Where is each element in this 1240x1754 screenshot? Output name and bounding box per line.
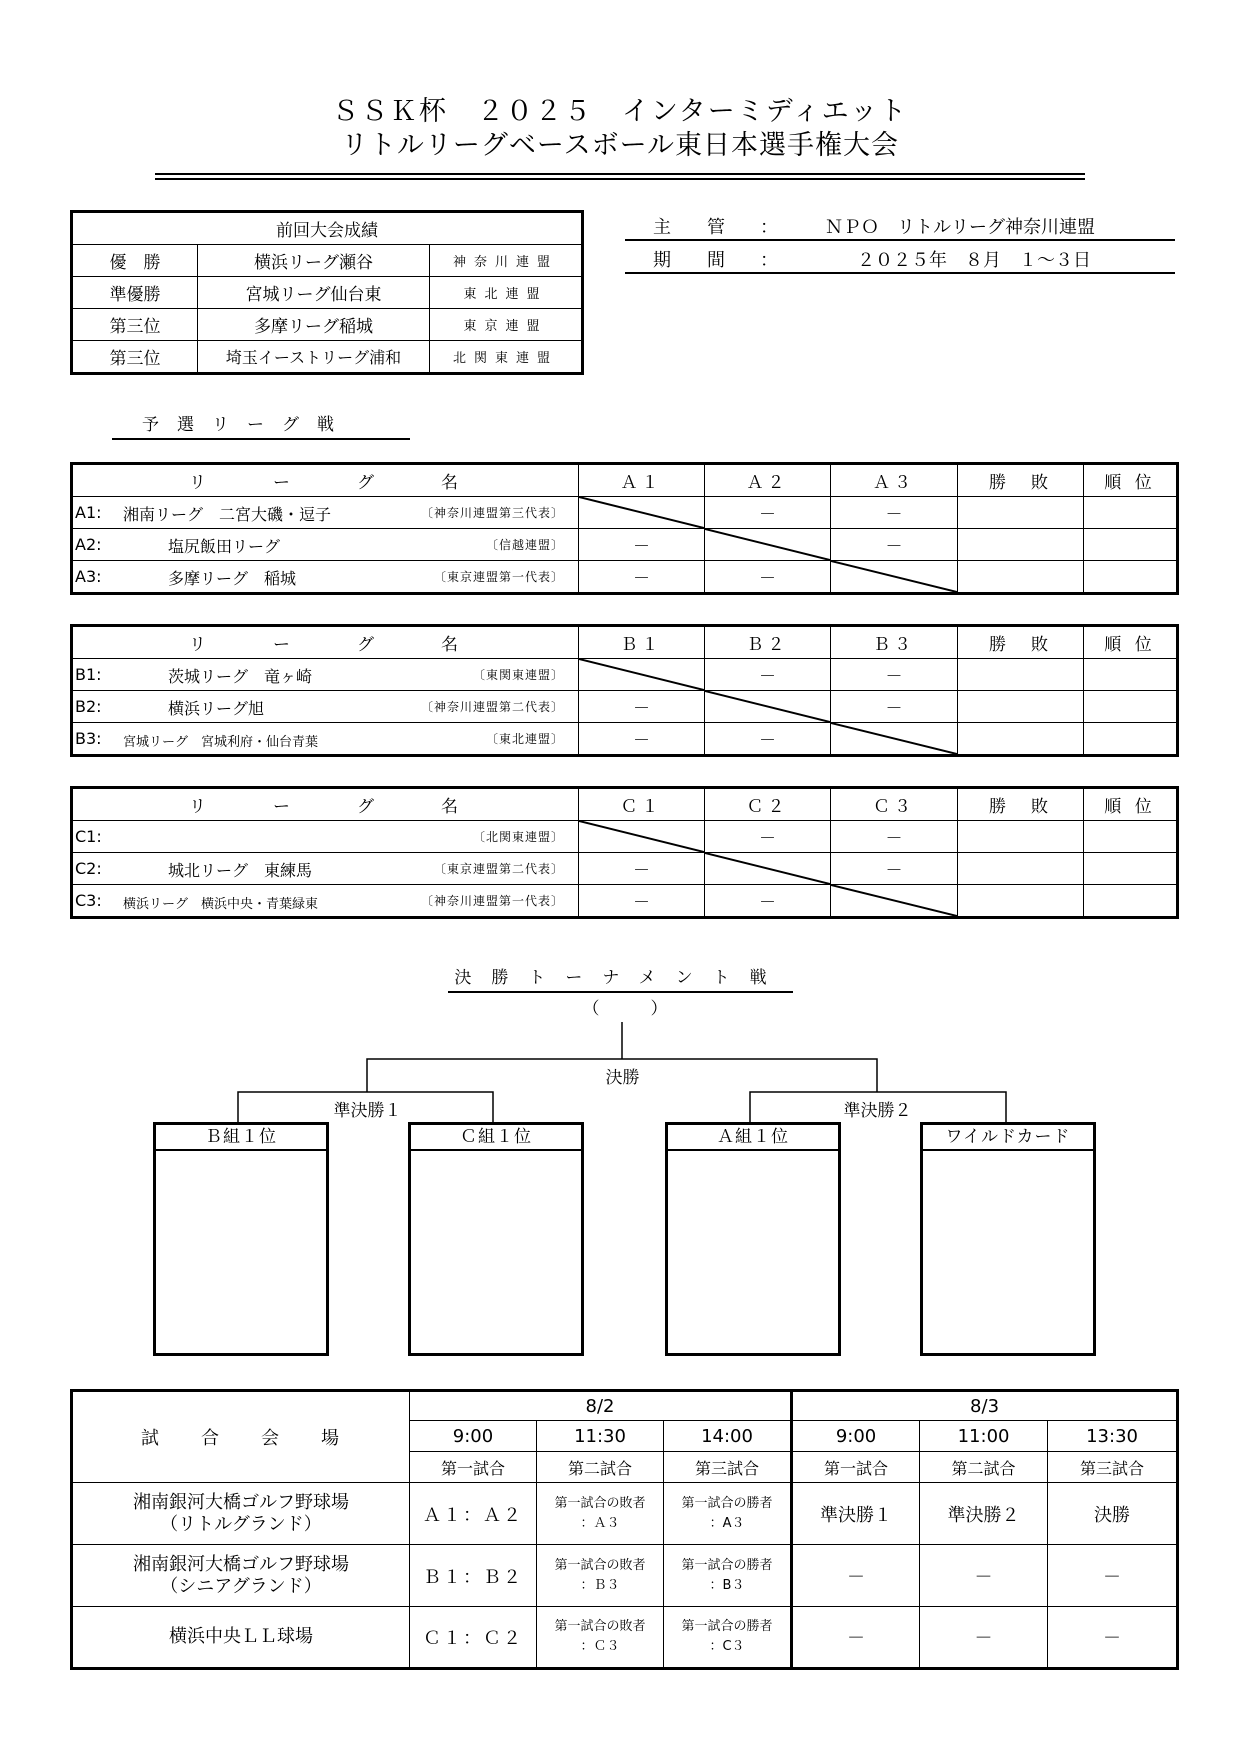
match-line: ：B３ [709,1577,745,1593]
team-federation: 〔神奈川連盟第三代表〕 [420,506,564,520]
host-label: 主 管 [653,217,725,238]
team-code: B2: [75,697,102,716]
match-cell: － [1048,1545,1178,1607]
game-cell: 第一試合 [410,1452,537,1483]
team-name: 城北リーグ 東練馬 [168,861,313,880]
match-line: 第一試合の敗者 [554,1557,646,1573]
box-header: Ｃ組１位 [411,1125,581,1151]
score-cell: － [831,691,958,723]
league-name-header: リ ー グ 名 [72,788,579,821]
day-header: 8/2 [410,1391,792,1421]
match-line: ：Ｂ３ [580,1577,620,1593]
score-cell: － [705,561,831,594]
match-cell [537,1607,664,1669]
match-line: 第一試合の敗者 [554,1495,646,1511]
time-cell: 11:30 [537,1421,664,1452]
place: 第三位 [72,309,198,341]
score-cell: － [831,821,958,853]
team-code: B3: [75,729,102,748]
tournament-paren: （ ） [582,999,668,1019]
team-code: A1: [75,503,102,522]
box-header: Ａ組１位 [668,1125,838,1151]
team-federation: 〔北関東連盟〕 [472,830,564,844]
match-cell [664,1607,792,1669]
team-federation: 〔信越連盟〕 [485,538,564,552]
team-code: A2: [75,535,102,554]
team-code: A3: [75,567,102,586]
box-header: Ｂ組１位 [156,1125,326,1151]
team-federation: 〔東京連盟第二代表〕 [433,862,564,876]
match-cell [664,1545,792,1607]
score-cell: － [579,691,705,723]
game-cell: 第二試合 [920,1452,1048,1483]
colon: ： [760,217,778,238]
title-line-2: リトルリーグベースボール東日本選手権大会 [340,130,900,161]
place: 第三位 [72,341,198,374]
team-code: C1: [75,827,102,846]
match-cell: 準決勝２ [920,1483,1048,1545]
federation: 東京連盟 [430,309,583,341]
score-cell: － [579,853,705,885]
game-cell: 第三試合 [1048,1452,1178,1483]
col-header: Ｃ３ [831,788,958,821]
match-line: ：A３ [709,1515,745,1531]
venue-header: 試 合 会 場 [72,1391,410,1483]
match-line: 第一試合の敗者 [554,1619,646,1634]
day-header: 8/3 [792,1391,1178,1421]
match-cell: 準決勝１ [792,1483,920,1545]
team-name: 横浜リーグ旭 [168,699,265,718]
col-header: Ｃ１ [579,788,705,821]
time-cell: 9:00 [792,1421,920,1452]
match-cell: 決勝 [1048,1483,1178,1545]
match-cell: Ａ１：Ａ２ [410,1483,537,1545]
federation: 東北連盟 [430,277,583,309]
score-cell: － [579,885,705,918]
schedule-table [70,1389,1179,1670]
match-cell: － [792,1545,920,1607]
place: 準優勝 [72,277,198,309]
period-value: ２０２５年 ８月 １～３日 [857,250,1091,271]
table-row [72,1483,1178,1545]
box-header: ワイルドカード [923,1125,1093,1151]
col-header: Ａ３ [831,464,958,497]
time-cell: 14:00 [664,1421,792,1452]
match-cell: － [1048,1607,1178,1669]
federation: 神奈川連盟 [430,245,583,277]
colon: ： [760,250,778,271]
match-cell: Ｃ１：Ｃ２ [410,1607,537,1669]
team-federation: 〔東関東連盟〕 [472,668,564,682]
venue-cell [72,1607,410,1669]
venue-cell [72,1483,410,1545]
match-cell: － [920,1607,1048,1669]
bracket-box-a1 [665,1122,841,1356]
col-header: Ｂ１ [579,626,705,659]
league-name-header: リ ー グ 名 [72,626,579,659]
table-row [72,1607,1178,1669]
score-cell: － [831,853,958,885]
score-cell: － [831,529,958,561]
col-header: Ｃ２ [705,788,831,821]
match-cell: － [920,1545,1048,1607]
team-name: 宮城リーグ 宮城利府・仙台青葉 [123,735,319,750]
venue-name: 湘南銀河大橋ゴルフ野球場 [133,1491,349,1513]
time-cell: 9:00 [410,1421,537,1452]
title-line-1: ＳＳＫ杯 ２０２５ インターミディエット [331,96,909,127]
venue-name: 湘南銀河大橋ゴルフ野球場 [133,1553,349,1575]
bracket-box-c1 [408,1122,584,1356]
match-line: ：C３ [709,1639,745,1654]
venue-name: 横浜中央ＬＬ球場 [169,1626,313,1647]
venue-cell [72,1545,410,1607]
score-cell: － [579,723,705,756]
match-cell [664,1483,792,1545]
time-cell: 11:00 [920,1421,1048,1452]
team-federation: 〔東京連盟第一代表〕 [433,570,564,584]
venue-sub: （リトルグランド） [160,1513,322,1535]
col-header: Ｂ２ [705,626,831,659]
bracket-box-b1 [153,1122,329,1356]
team-federation: 〔東北連盟〕 [485,732,564,746]
team-code: B1: [75,665,102,684]
rank-header: 順 位 [1084,788,1178,821]
match-line: 第一試合の勝者 [681,1495,773,1511]
rank-header: 順 位 [1084,626,1178,659]
team: 横浜リーグ瀬谷 [198,245,430,277]
final-label: 決勝 [605,1068,640,1088]
team-code: C3: [75,891,102,910]
semi1-label: 準決勝１ [333,1101,402,1121]
match-line: ：Ｃ３ [580,1639,620,1654]
semi2-label: 準決勝２ [843,1101,912,1121]
team-name: 塩尻飯田リーグ [168,537,281,556]
match-line: 第一試合の勝者 [681,1619,773,1634]
match-cell: Ｂ１：Ｂ２ [410,1545,537,1607]
score-cell: － [831,497,958,529]
match-cell: － [792,1607,920,1669]
winloss-header: 勝 敗 [958,464,1084,497]
venue-sub: （シニアグランド） [160,1575,322,1597]
team: 埼玉イーストリーグ浦和 [198,341,430,374]
game-cell: 第一試合 [792,1452,920,1483]
team-name: 湘南リーグ 二宮大磯・逗子 [123,505,332,524]
score-cell: － [705,885,831,918]
bracket-box-wildcard [920,1122,1096,1356]
score-cell: － [705,497,831,529]
match-cell [537,1545,664,1607]
previous-results-header: 前回大会成績 [72,212,583,245]
tournament-title: 決勝トーナメント戦 [448,963,793,993]
score-cell: － [579,529,705,561]
match-line: ：Ａ３ [580,1515,620,1531]
match-line: 第一試合の勝者 [681,1557,773,1573]
team: 宮城リーグ仙台東 [198,277,430,309]
team-name: 横浜リーグ 横浜中央・青葉緑東 [123,897,319,912]
federation: 北関東連盟 [430,341,583,374]
prelim-league-title: 予選リーグ戦 [112,410,410,440]
place: 優 勝 [72,245,198,277]
host-value: ＮＰＯ リトルリーグ神奈川連盟 [825,217,1095,238]
game-cell: 第三試合 [664,1452,792,1483]
rank-header: 順 位 [1084,464,1178,497]
winloss-header: 勝 敗 [958,626,1084,659]
col-header: Ａ２ [705,464,831,497]
score-cell: － [831,659,958,691]
league-name-header: リ ー グ 名 [72,464,579,497]
team-name: 多摩リーグ 稲城 [168,569,297,588]
match-cell [537,1483,664,1545]
time-cell: 13:30 [1048,1421,1178,1452]
score-cell: － [705,659,831,691]
score-cell: － [579,561,705,594]
team: 多摩リーグ稲城 [198,309,430,341]
winloss-header: 勝 敗 [958,788,1084,821]
game-cell: 第二試合 [537,1452,664,1483]
team-name: 茨城リーグ 竜ヶ崎 [168,667,313,686]
col-header: Ｂ３ [831,626,958,659]
table-row [72,1545,1178,1607]
team-code: C2: [75,859,102,878]
team-federation: 〔神奈川連盟第二代表〕 [420,700,564,714]
score-cell: － [705,723,831,756]
col-header: Ａ１ [579,464,705,497]
team-federation: 〔神奈川連盟第一代表〕 [420,894,564,908]
score-cell: － [705,821,831,853]
period-label: 期 間 [653,250,725,271]
